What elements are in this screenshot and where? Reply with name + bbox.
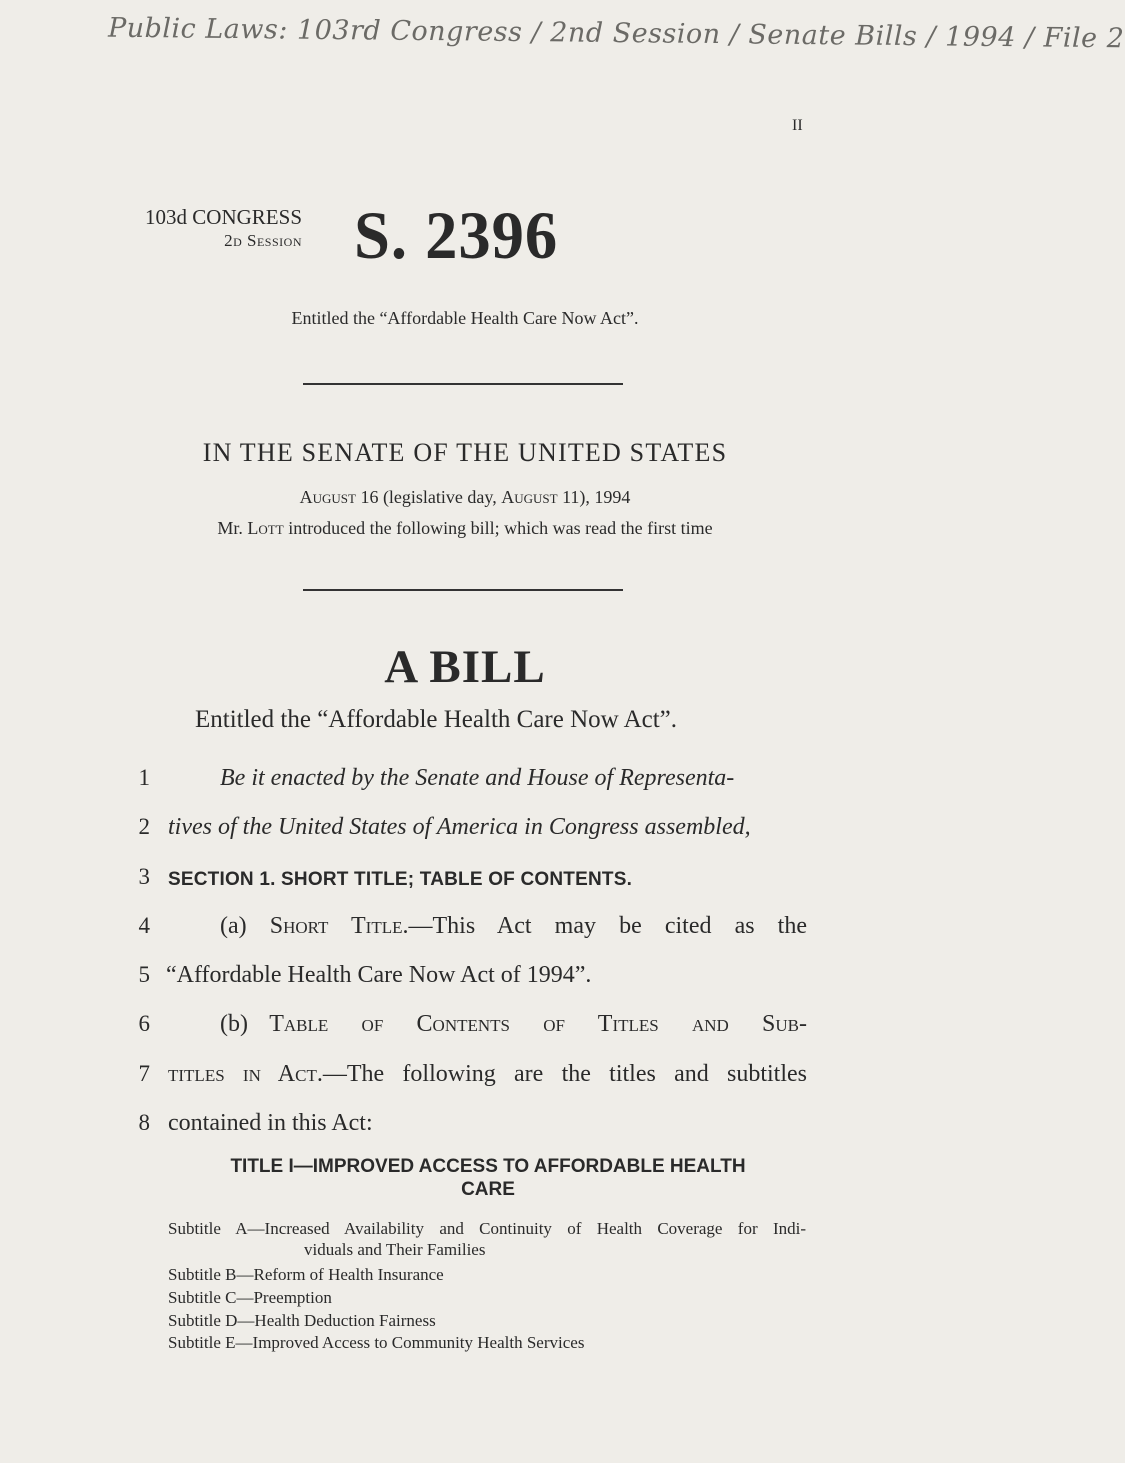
line-number: 3 [138, 864, 150, 889]
subsection-label: (a) [220, 913, 270, 939]
title-heading-line: TITLE I—IMPROVED ACCESS TO AFFORDABLE HEALTH [230, 1156, 746, 1177]
line-number: 6 [138, 1011, 150, 1036]
date-text-2: 11), 1994 [557, 487, 631, 507]
date-text-1: 16 (legislative day, [355, 487, 502, 507]
subtitle-item: Subtitle B—Reform of Health Insurance [168, 1265, 444, 1284]
line-body: .—The following are the titles and subtitles [316, 1061, 808, 1087]
divider-rule [303, 589, 623, 591]
section-heading: SECTION 1. SHORT TITLE; TABLE OF CONTENTS. [168, 869, 633, 890]
bill-line [0, 765, 960, 801]
subsection-caption: Table of Contents of Titles and Sub- [269, 1011, 808, 1037]
entitled-top: Entitled the “Affordable Health Care Now Act”. [291, 308, 639, 328]
subtitle-item: Subtitle E—Improved Access to Community Health Services [168, 1333, 585, 1352]
date-month-1: August [299, 487, 356, 507]
line-number: 7 [138, 1061, 150, 1086]
bill-number: S. 2396 [354, 197, 559, 273]
bill-line [0, 864, 960, 900]
introduced-prefix: Mr. [217, 518, 248, 538]
line-number: 5 [138, 962, 150, 987]
line-text [220, 913, 807, 940]
introduced-line [0, 518, 930, 539]
line-body: .—This Act may be cited as the [402, 913, 807, 939]
sponsor-name: Lott [247, 518, 284, 538]
line-text [168, 1061, 807, 1088]
line-text: Be it enacted by the Senate and House of Representa- [220, 765, 735, 791]
bill-line [0, 962, 960, 998]
line-number: 1 [138, 765, 150, 790]
bill-line [0, 814, 960, 850]
subsection-caption: Short Title [269, 913, 403, 939]
congress-label: 103d CONGRESS [145, 205, 302, 229]
subtitle-item: Subtitle D—Health Deduction Fairness [168, 1311, 436, 1330]
line-text [220, 1011, 807, 1038]
session-label: 2d Session [224, 231, 302, 250]
line-number: 2 [138, 814, 150, 839]
introduced-suffix: introduced the following bill; which was read the first time [283, 518, 713, 538]
line-number: 8 [138, 1110, 150, 1135]
subtitle-item: Subtitle C—Preemption [168, 1288, 332, 1307]
title-heading-line: CARE [461, 1179, 515, 1200]
line-text: “Affordable Health Care Now Act of 1994”. [166, 962, 592, 988]
bill-subtitle: Entitled the “Affordable Health Care Now Act”. [195, 706, 678, 733]
divider-rule [303, 383, 623, 385]
line-text: tives of the United States of America in Congress assembled, [168, 814, 751, 840]
subsection-caption: titles in Act [168, 1061, 317, 1087]
handwritten-note: Public Laws: 103rd Congress / 2nd Session / Senate Bills / 1994 / File 2 [107, 12, 1125, 55]
page-mark: II [792, 117, 803, 134]
subtitle-item-continued: viduals and Their Families [304, 1240, 486, 1259]
subsection-label: (b) [220, 1011, 270, 1037]
subtitle-item: Subtitle A—Increased Availability and Continuity of Health Coverage for Indi- [168, 1219, 806, 1238]
bill-line [0, 913, 960, 949]
title-heading [178, 1155, 798, 1201]
congress-session-block [122, 206, 302, 252]
senate-heading: IN THE SENATE OF THE UNITED STATES [202, 438, 728, 467]
bill-line [0, 1061, 960, 1097]
date-line [0, 487, 930, 508]
bill-line [0, 1011, 960, 1047]
line-text: contained in this Act: [168, 1110, 373, 1136]
date-month-2: August [501, 487, 558, 507]
bill-line [0, 1110, 960, 1146]
bill-title: A BILL [384, 641, 546, 693]
line-number: 4 [138, 913, 150, 938]
